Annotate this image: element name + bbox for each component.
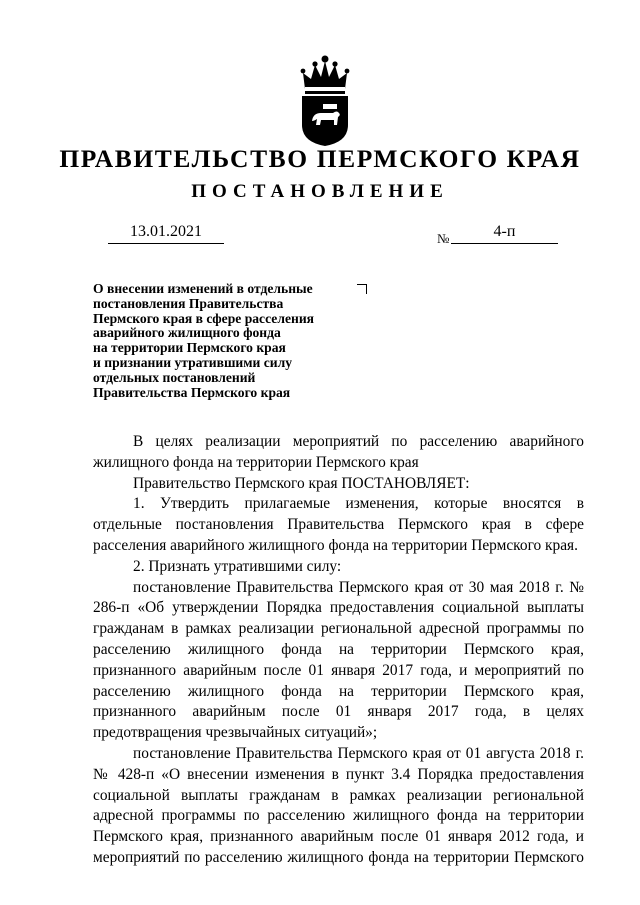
body-paragraph: постановление Правительства Пермского края от 30 мая 2018 г. № 286-п «Об утверждении Порядка предоставления социальной выплаты гражданам в рамках реализации региональной адресной программы по расселению жилищного фонда на территории Пермского края, признанного аварийным после 01 января 2017 года, и мероприятий по расселению жилищного фонда на территории Пермского края, признанного аварийным после 01 января 2017 года, в целях предотвращения чрезвычайных ситуаций»; bbox=[93, 578, 584, 742]
body-paragraph: 2. Признать утратившими силу: bbox=[133, 557, 342, 575]
subject-line: О внесении изменений в отдельные bbox=[93, 281, 313, 296]
document-date: 13.01.2021 bbox=[108, 223, 224, 244]
number-label: № bbox=[437, 231, 450, 246]
body-paragraph: постановление Правительства Пермского края от 01 августа 2018 г. № 428-п «О внесении изменения в пункт 3.4 Порядка предоставления социальной выплаты гражданам в рамках реализации региональной адресной программы по расселению жилищного фонда на территории Пермского края, признанного аварийным после 01 января 2012 года, и мероприятий по расселению жилищного фонда на территории Пермского bbox=[93, 744, 584, 866]
document-body bbox=[93, 432, 584, 869]
subject-line: отдельных постановлений bbox=[93, 369, 256, 385]
document-subject bbox=[93, 282, 363, 400]
coat-of-arms-icon bbox=[299, 55, 351, 147]
government-title: ПРАВИТЕЛЬСТВО ПЕРМСКОГО КРАЯ bbox=[59, 144, 581, 173]
document-number: 4-п bbox=[451, 223, 558, 244]
subject-line: постановления Правительства bbox=[93, 295, 284, 311]
body-paragraph: В целях реализации мероприятий по расселению аварийного жилищного фонда на территории Пермского края bbox=[93, 433, 584, 471]
subject-line: на территории Пермского края bbox=[93, 340, 286, 356]
subject-line: Пермского края в сфере расселения bbox=[93, 310, 315, 326]
subject-line: Правительства Пермского края bbox=[93, 384, 291, 400]
subject-line: аварийного жилищного фонда bbox=[93, 325, 281, 341]
document-type: ПОСТАНОВЛЕНИЕ bbox=[191, 181, 449, 202]
subject-line: и признании утратившими силу bbox=[93, 354, 293, 370]
body-paragraph: Правительство Пермского края ПОСТАНОВЛЯЕТ: bbox=[133, 474, 470, 492]
body-paragraph: 1. Утвердить прилагаемые изменения, которые вносятся в отдельные постановления Правительства Пермского края в сфере расселения аварийного жилищного фонда на территории Пермского края. bbox=[93, 495, 584, 554]
